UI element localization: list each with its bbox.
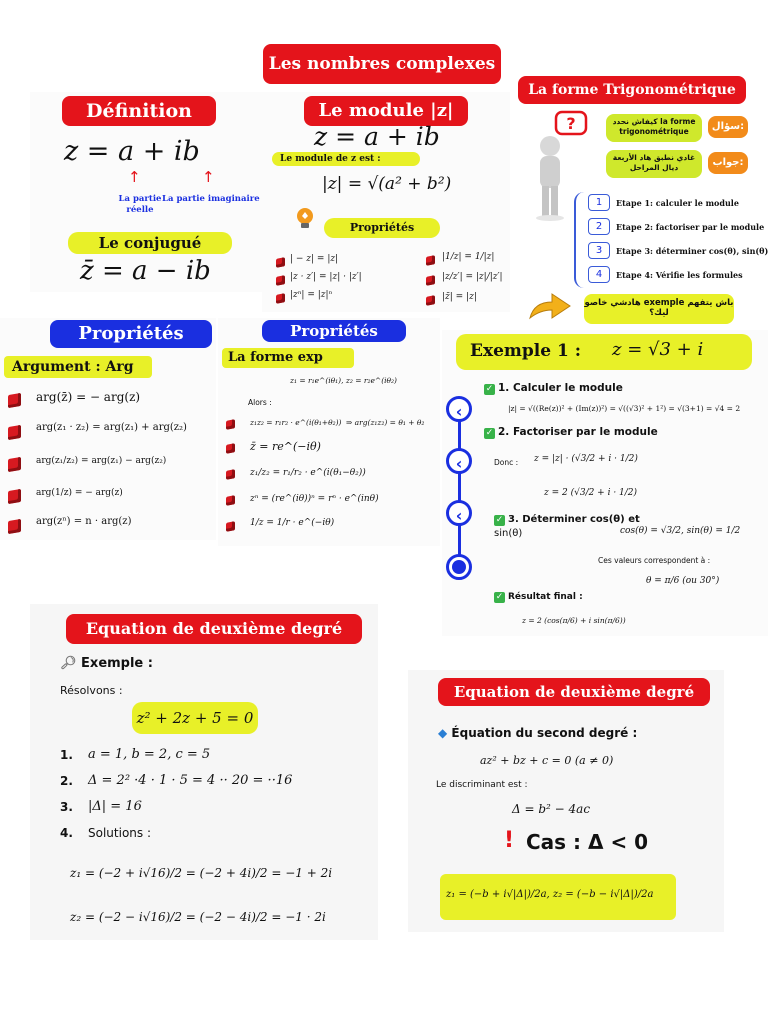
example1-s2-line1: z = |z| · (√3/2 + i · 1/2) — [534, 454, 638, 464]
svg-text:?: ? — [566, 114, 576, 133]
eq2-right-general: az² + bz + c = 0 (a ≠ 0) — [480, 754, 614, 767]
exp-item-3: z₁/z₂ = r₁/r₂ · e^(i(θ₁−θ₂)) — [250, 468, 366, 478]
eq2-right-subtitle-text: Équation du second degré : — [451, 726, 638, 740]
eq2-left-step-4-num: 4. — [60, 826, 73, 840]
eq2-left-resolvons: Résolvons : — [60, 684, 123, 697]
module-prop-right-1: |1/z| = 1/|z| — [442, 252, 495, 262]
main-title: Les nombres complexes — [263, 44, 501, 84]
example1-s3-formula: cos(θ) = √3/2, sin(θ) = 1/2 — [620, 526, 741, 536]
imag-part-label: La partie imaginaire — [162, 194, 260, 204]
step-3-number: 3 — [588, 242, 610, 259]
step-2-number: 2 — [588, 218, 610, 235]
check-icon: ✓ — [485, 428, 494, 438]
example1-s2-title — [484, 426, 658, 439]
example1-s1-title — [484, 382, 623, 395]
eq2-left-exemple-text: Exemple : — [81, 656, 153, 671]
bullet-cube-icon — [276, 293, 285, 304]
definition-formula: z = a + ib — [64, 136, 200, 167]
bullet-cube-icon — [426, 275, 435, 286]
eq2-left-title: Equation de deuxième degré — [66, 614, 362, 644]
check-icon: ✓ — [495, 592, 504, 602]
example1-s3-title-text: 3. Déterminer cos(θ) et — [508, 514, 640, 525]
step-3-text: Etape 3: déterminer cos(θ), sin(θ) — [616, 246, 768, 256]
example1-panel — [442, 330, 768, 636]
example1-s2-title-text: 2. Factoriser par le module — [498, 426, 658, 438]
timeline-step-3-icon: ‹ — [446, 500, 472, 526]
eq2-right-title: Equation de deuxième degré — [438, 678, 710, 706]
trig-question-label: سؤال: — [708, 116, 748, 138]
example1-s4-formula: z = 2 (cos(π/6) + i sin(π/6)) — [522, 616, 626, 625]
real-part-label: La partie réelle — [118, 194, 162, 215]
trig-footer — [584, 294, 734, 324]
bullet-cube-icon — [226, 419, 235, 430]
module-prop-left-3: |zⁿ| = |z|ⁿ — [290, 290, 333, 300]
example1-s1-title-text: 1. Calculer le module — [498, 382, 623, 394]
step-1-number: 1 — [588, 194, 610, 211]
arg-item-5: arg(zⁿ) = n · arg(z) — [36, 516, 132, 527]
example1-s3-theta: θ = π/6 (ou 30°) — [646, 576, 720, 586]
exp-item-5: 1/z = 1/r · e^(−iθ) — [250, 518, 335, 528]
eq2-left-step-3: |Δ| = 16 — [88, 799, 142, 814]
eq2-left-step-2: Δ = 2² ·4 · 1 · 5 = 4 ·· 20 = ··16 — [88, 773, 293, 788]
example1-s1-formula: |z| = √((Re(z))² + (Im(z))²) = √((√3)² + 1²) = √(3+1) = √4 = 2 — [508, 404, 741, 413]
step-4-text: Etape 4: Vérifie les formules — [616, 270, 743, 280]
eq2-left-panel — [30, 604, 378, 940]
bullet-cube-icon — [8, 519, 21, 534]
module-prop-left-2: |z · z′| = |z| · |z′| — [290, 272, 362, 282]
example1-s4-title-text: Résultat final : — [508, 592, 583, 602]
definition-title: Définition — [62, 96, 216, 126]
eq2-left-equation: z² + 2z + 5 = 0 — [132, 702, 258, 734]
exp-subtitle: La forme exp — [222, 348, 354, 368]
bullet-cube-icon — [8, 457, 21, 472]
trig-title: La forme Trigonométrique — [518, 76, 746, 104]
example1-title: Exemple 1 : — [470, 341, 581, 361]
bullet-cube-icon — [226, 443, 235, 454]
bullet-cube-icon — [226, 495, 235, 506]
trig-question-pill — [606, 114, 702, 142]
timeline-step-2-icon: ‹ — [446, 448, 472, 474]
check-icon: ✓ — [485, 384, 494, 394]
eq2-left-step-3-num: 3. — [60, 800, 73, 814]
arg-title: Propriétés — [50, 320, 212, 348]
diamond-icon: ◆ — [438, 726, 448, 740]
eq2-right-cas: Cas : Δ < 0 — [526, 830, 649, 854]
eq2-left-step-2-num: 2. — [60, 774, 73, 788]
eq2-right-disc: Δ = b² − 4ac — [512, 802, 591, 816]
definition-panel — [30, 92, 262, 292]
example1-s2-donc: Donc : — [494, 458, 519, 467]
trig-answer-text: غادي نطبق هاد الأربعة ديال المراحل — [612, 153, 696, 172]
timeline-step-1-icon: ‹ — [446, 396, 472, 422]
bullet-cube-icon — [8, 425, 21, 440]
eq2-right-disc-label: Le discriminant est : — [436, 780, 528, 790]
bullet-cube-icon — [426, 295, 435, 306]
eq2-right-panel — [408, 670, 724, 932]
step-1-text: Etape 1: calculer le module — [616, 198, 739, 208]
exclamation-icon: ! — [504, 828, 515, 853]
arg-item-2: arg(z₁ · z₂) = arg(z₁) + arg(z₂) — [36, 422, 187, 433]
eq2-left-step-1-num: 1. — [60, 748, 73, 762]
module-prop-left-1: | − z| = |z| — [290, 254, 339, 264]
arg-subtitle: Argument : Arg — [4, 356, 152, 378]
example1-formula: z = √3 + i — [612, 339, 704, 360]
step-4-number: 4 — [588, 266, 610, 283]
bullet-cube-icon — [276, 275, 285, 286]
exp-item-1: z₁z₂ = r₁r₂ · e^(i(θ₁+θ₂)) — [250, 418, 342, 427]
example1-s3-title2: sin(θ) — [494, 528, 523, 539]
module-z-formula: z = a + ib — [314, 122, 440, 151]
eq2-left-step-1: a = 1, b = 2, c = 5 — [88, 747, 211, 762]
bullet-cube-icon — [426, 255, 435, 266]
step-2-text: Etape 2: factoriser par le module — [616, 222, 765, 232]
arrow-real: ↑ — [128, 168, 141, 186]
arg-item-1: arg(z̄) = − arg(z) — [36, 390, 141, 404]
example1-s4-title — [494, 592, 583, 603]
trig-answer-pill — [606, 150, 702, 178]
exp-item-2: z̄ = re^(−iθ) — [250, 440, 321, 453]
check-icon: ✓ — [495, 515, 504, 525]
bullet-cube-icon — [8, 489, 21, 504]
arrow-right-icon — [528, 292, 572, 322]
module-prop-right-2: |z/z′| = |z|/|z′| — [442, 272, 503, 282]
exp-side-note: ⇒ arg(z₁z₂) = θ₁ + θ₂ — [346, 418, 425, 427]
eq2-right-subtitle — [438, 726, 637, 740]
arg-item-4: arg(1/z) = − arg(z) — [36, 488, 123, 498]
eq2-left-z2: z₂ = (−2 − i√16)/2 = (−2 − 4i)/2 = −1 · 2i — [70, 910, 326, 924]
eq2-left-exemple — [60, 656, 153, 671]
arg-panel — [0, 318, 216, 540]
module-subtitle: Le module de z est : — [272, 152, 420, 166]
module-panel — [262, 92, 510, 312]
example1-header — [456, 334, 752, 370]
example1-s2-line2: z = 2 (√3/2 + i · 1/2) — [544, 488, 638, 498]
module-prop-right-3: |z̄| = |z| — [442, 292, 477, 302]
exp-panel — [218, 318, 440, 546]
eq2-left-step-4: Solutions : — [88, 826, 151, 840]
magnifier-icon: 🔎︎ — [60, 656, 77, 671]
exp-title: Propriétés — [262, 320, 406, 342]
arrow-imag: ↑ — [202, 168, 215, 186]
example1-s3-title — [494, 514, 640, 526]
eq2-left-z1: z₁ = (−2 + i√16)/2 = (−2 + 4i)/2 = −1 + 2i — [70, 866, 333, 880]
eq2-right-solutions-box — [440, 874, 676, 920]
module-title: Le module |z| — [304, 96, 468, 126]
example1-timeline — [458, 408, 461, 568]
eq2-right-solutions: z₁ = (−b + i√|Δ|)/2a, z₂ = (−b − i√|Δ|)/2a — [446, 889, 654, 900]
bullet-cube-icon — [8, 393, 21, 408]
timeline-end-icon — [446, 554, 472, 580]
exp-alors: Alors : — [248, 398, 272, 407]
module-props-title: Propriétés — [324, 218, 440, 238]
conjugate-formula: z̄ = a − ib — [80, 256, 211, 286]
bullet-cube-icon — [226, 521, 235, 532]
trig-footer-text: هادشي خاصو exemple باش يتفهم ليك؟ — [584, 298, 734, 318]
module-formula: |z| = √(a² + b²) — [322, 174, 452, 194]
bullet-cube-icon — [226, 469, 235, 480]
example1-s3-note: Ces valeurs correspondent à : — [598, 556, 711, 565]
trig-answer-label: جواب: — [708, 152, 748, 174]
exp-given: z₁ = r₁e^(iθ₁), z₂ = r₂e^(iθ₂) — [290, 376, 397, 385]
bullet-cube-icon — [276, 257, 285, 268]
exp-item-4: zⁿ = (re^(iθ))ⁿ = rⁿ · e^(inθ) — [250, 494, 379, 504]
lightbulb-icon — [294, 206, 316, 230]
trig-question-text: كيفاش نحدد la forme trigonométrique — [612, 117, 696, 136]
conjugate-title: Le conjugué — [68, 232, 232, 254]
arg-item-3: arg(z₁/z₂) = arg(z₁) − arg(z₂) — [36, 456, 167, 466]
